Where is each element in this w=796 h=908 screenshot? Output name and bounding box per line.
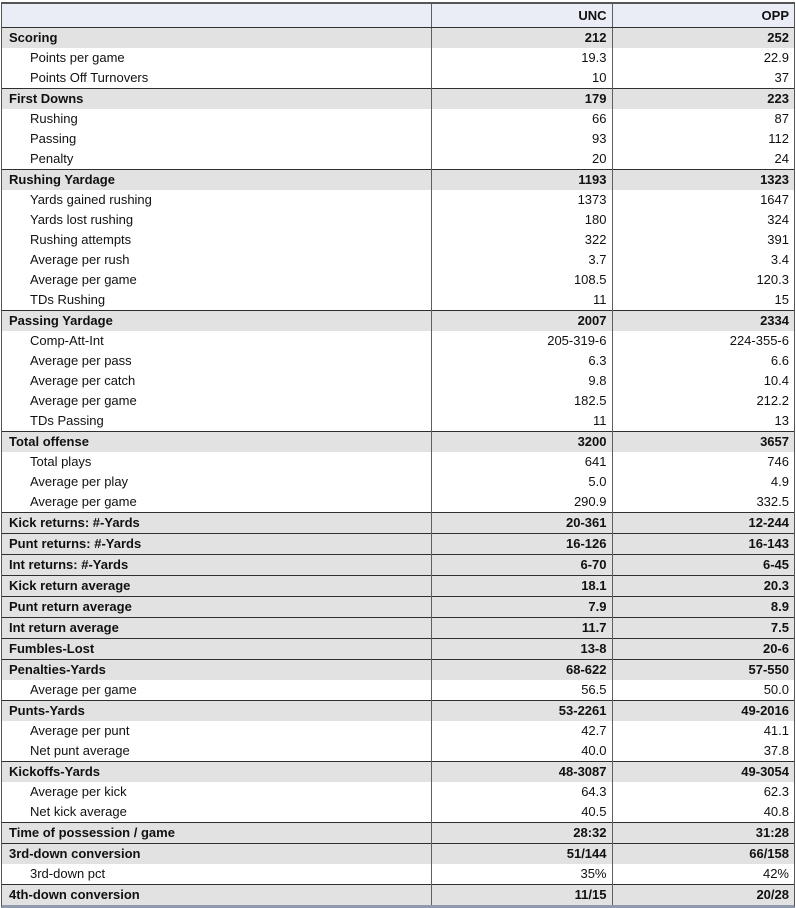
unc-value: 2007 bbox=[431, 311, 612, 332]
stat-label: Points per game bbox=[2, 48, 431, 68]
stat-label: Scoring bbox=[2, 28, 431, 49]
opp-value: 31:28 bbox=[612, 823, 794, 844]
table-row bbox=[2, 782, 794, 802]
table-row bbox=[2, 660, 794, 681]
unc-value: 10 bbox=[431, 68, 612, 89]
table-row bbox=[2, 885, 794, 906]
unc-value: 40.0 bbox=[431, 741, 612, 762]
table-row bbox=[2, 534, 794, 555]
opp-value: 324 bbox=[612, 210, 794, 230]
stat-label: Yards lost rushing bbox=[2, 210, 431, 230]
unc-value: 35% bbox=[431, 864, 612, 885]
opp-value: 20/28 bbox=[612, 885, 794, 906]
opp-value: 1323 bbox=[612, 170, 794, 191]
unc-value: 11 bbox=[431, 411, 612, 432]
stat-label: Yards gained rushing bbox=[2, 190, 431, 210]
unc-value: 11 bbox=[431, 290, 612, 311]
stat-label: Average per play bbox=[2, 472, 431, 492]
stat-label: Passing bbox=[2, 129, 431, 149]
table-row bbox=[2, 129, 794, 149]
stat-label: Average per game bbox=[2, 680, 431, 701]
unc-value: 56.5 bbox=[431, 680, 612, 701]
table-row bbox=[2, 555, 794, 576]
stat-label: Average per kick bbox=[2, 782, 431, 802]
unc-value: 16-126 bbox=[431, 534, 612, 555]
opp-value: 20-6 bbox=[612, 639, 794, 660]
stat-label: Average per catch bbox=[2, 371, 431, 391]
stat-label: TDs Rushing bbox=[2, 290, 431, 311]
table-row bbox=[2, 597, 794, 618]
opp-value: 223 bbox=[612, 89, 794, 110]
unc-value: 322 bbox=[431, 230, 612, 250]
opp-value: 16-143 bbox=[612, 534, 794, 555]
stat-label: 3rd-down pct bbox=[2, 864, 431, 885]
table-row bbox=[2, 68, 794, 89]
opp-value: 66/158 bbox=[612, 844, 794, 865]
unc-column-header: UNC bbox=[431, 4, 612, 28]
opp-value: 22.9 bbox=[612, 48, 794, 68]
opp-value: 252 bbox=[612, 28, 794, 49]
unc-value: 11.7 bbox=[431, 618, 612, 639]
stat-label: Rushing attempts bbox=[2, 230, 431, 250]
opp-value: 746 bbox=[612, 452, 794, 472]
stat-label: Total plays bbox=[2, 452, 431, 472]
stat-name-column-header bbox=[2, 4, 431, 28]
table-row bbox=[2, 250, 794, 270]
stat-label: Average per game bbox=[2, 270, 431, 290]
stat-label: Passing Yardage bbox=[2, 311, 431, 332]
opp-value: 40.8 bbox=[612, 802, 794, 823]
team-stats-table-container bbox=[1, 2, 795, 908]
opp-column-header: OPP bbox=[612, 4, 794, 28]
opp-value: 42% bbox=[612, 864, 794, 885]
stat-label: Time of possession / game bbox=[2, 823, 431, 844]
stat-label: Penalty bbox=[2, 149, 431, 170]
opp-value: 4.9 bbox=[612, 472, 794, 492]
unc-value: 20 bbox=[431, 149, 612, 170]
unc-value: 641 bbox=[431, 452, 612, 472]
table-row bbox=[2, 210, 794, 230]
unc-value: 48-3087 bbox=[431, 762, 612, 783]
opp-value: 49-3054 bbox=[612, 762, 794, 783]
stat-label: Average per game bbox=[2, 492, 431, 513]
stat-label: Punt returns: #-Yards bbox=[2, 534, 431, 555]
table-row bbox=[2, 513, 794, 534]
table-row bbox=[2, 190, 794, 210]
opp-value: 3657 bbox=[612, 432, 794, 453]
opp-value: 212.2 bbox=[612, 391, 794, 411]
unc-value: 6.3 bbox=[431, 351, 612, 371]
stats-table-body bbox=[2, 28, 794, 906]
opp-value: 50.0 bbox=[612, 680, 794, 701]
stat-label: Net kick average bbox=[2, 802, 431, 823]
team-stats-table bbox=[2, 4, 794, 905]
opp-value: 7.5 bbox=[612, 618, 794, 639]
unc-value: 53-2261 bbox=[431, 701, 612, 722]
table-row bbox=[2, 170, 794, 191]
stat-label: Punt return average bbox=[2, 597, 431, 618]
stat-label: Average per rush bbox=[2, 250, 431, 270]
opp-value: 6.6 bbox=[612, 351, 794, 371]
table-row bbox=[2, 452, 794, 472]
unc-value: 20-361 bbox=[431, 513, 612, 534]
unc-value: 1373 bbox=[431, 190, 612, 210]
table-row bbox=[2, 371, 794, 391]
stat-label: Total offense bbox=[2, 432, 431, 453]
table-row bbox=[2, 680, 794, 701]
table-row bbox=[2, 149, 794, 170]
table-row bbox=[2, 432, 794, 453]
opp-value: 37.8 bbox=[612, 741, 794, 762]
table-row bbox=[2, 311, 794, 332]
table-row bbox=[2, 576, 794, 597]
table-row bbox=[2, 48, 794, 68]
table-row bbox=[2, 230, 794, 250]
table-row bbox=[2, 270, 794, 290]
stat-label: Int returns: #-Yards bbox=[2, 555, 431, 576]
unc-value: 5.0 bbox=[431, 472, 612, 492]
table-row bbox=[2, 762, 794, 783]
unc-value: 180 bbox=[431, 210, 612, 230]
opp-value: 37 bbox=[612, 68, 794, 89]
opp-value: 87 bbox=[612, 109, 794, 129]
unc-value: 18.1 bbox=[431, 576, 612, 597]
table-row bbox=[2, 844, 794, 865]
unc-value: 6-70 bbox=[431, 555, 612, 576]
table-row bbox=[2, 351, 794, 371]
opp-value: 57-550 bbox=[612, 660, 794, 681]
opp-value: 2334 bbox=[612, 311, 794, 332]
stat-label: First Downs bbox=[2, 89, 431, 110]
stat-label: Penalties-Yards bbox=[2, 660, 431, 681]
stat-label: Rushing bbox=[2, 109, 431, 129]
unc-value: 205-319-6 bbox=[431, 331, 612, 351]
table-row bbox=[2, 802, 794, 823]
stat-label: Kick returns: #-Yards bbox=[2, 513, 431, 534]
opp-value: 41.1 bbox=[612, 721, 794, 741]
stat-label: Comp-Att-Int bbox=[2, 331, 431, 351]
opp-value: 13 bbox=[612, 411, 794, 432]
table-row bbox=[2, 701, 794, 722]
table-row bbox=[2, 492, 794, 513]
unc-value: 93 bbox=[431, 129, 612, 149]
opp-value: 12-244 bbox=[612, 513, 794, 534]
stat-label: Net punt average bbox=[2, 741, 431, 762]
opp-value: 120.3 bbox=[612, 270, 794, 290]
opp-value: 24 bbox=[612, 149, 794, 170]
table-row bbox=[2, 89, 794, 110]
unc-value: 13-8 bbox=[431, 639, 612, 660]
stat-label: Int return average bbox=[2, 618, 431, 639]
table-row bbox=[2, 741, 794, 762]
unc-value: 3200 bbox=[431, 432, 612, 453]
stat-label: Average per pass bbox=[2, 351, 431, 371]
unc-value: 179 bbox=[431, 89, 612, 110]
table-row bbox=[2, 28, 794, 49]
stat-label: Punts-Yards bbox=[2, 701, 431, 722]
stat-label: Fumbles-Lost bbox=[2, 639, 431, 660]
stat-label: 4th-down conversion bbox=[2, 885, 431, 906]
stat-label: Average per punt bbox=[2, 721, 431, 741]
stat-label: Points Off Turnovers bbox=[2, 68, 431, 89]
unc-value: 3.7 bbox=[431, 250, 612, 270]
unc-value: 66 bbox=[431, 109, 612, 129]
opp-value: 62.3 bbox=[612, 782, 794, 802]
unc-value: 28:32 bbox=[431, 823, 612, 844]
opp-value: 332.5 bbox=[612, 492, 794, 513]
table-row bbox=[2, 639, 794, 660]
opp-value: 3.4 bbox=[612, 250, 794, 270]
unc-value: 182.5 bbox=[431, 391, 612, 411]
table-row bbox=[2, 109, 794, 129]
table-row bbox=[2, 411, 794, 432]
opp-value: 6-45 bbox=[612, 555, 794, 576]
table-row bbox=[2, 864, 794, 885]
table-row bbox=[2, 618, 794, 639]
unc-value: 64.3 bbox=[431, 782, 612, 802]
unc-value: 212 bbox=[431, 28, 612, 49]
unc-value: 9.8 bbox=[431, 371, 612, 391]
opp-value: 391 bbox=[612, 230, 794, 250]
table-row bbox=[2, 331, 794, 351]
unc-value: 42.7 bbox=[431, 721, 612, 741]
opp-value: 8.9 bbox=[612, 597, 794, 618]
table-row bbox=[2, 721, 794, 741]
opp-value: 224-355-6 bbox=[612, 331, 794, 351]
table-row bbox=[2, 472, 794, 492]
unc-value: 51/144 bbox=[431, 844, 612, 865]
stat-label: TDs Passing bbox=[2, 411, 431, 432]
unc-value: 1193 bbox=[431, 170, 612, 191]
stat-label: Kickoffs-Yards bbox=[2, 762, 431, 783]
stat-label: Rushing Yardage bbox=[2, 170, 431, 191]
header-row bbox=[2, 4, 794, 28]
unc-value: 40.5 bbox=[431, 802, 612, 823]
unc-value: 290.9 bbox=[431, 492, 612, 513]
unc-value: 19.3 bbox=[431, 48, 612, 68]
table-row bbox=[2, 391, 794, 411]
opp-value: 15 bbox=[612, 290, 794, 311]
table-row bbox=[2, 290, 794, 311]
stat-label: 3rd-down conversion bbox=[2, 844, 431, 865]
unc-value: 11/15 bbox=[431, 885, 612, 906]
unc-value: 68-622 bbox=[431, 660, 612, 681]
unc-value: 7.9 bbox=[431, 597, 612, 618]
stat-label: Kick return average bbox=[2, 576, 431, 597]
opp-value: 1647 bbox=[612, 190, 794, 210]
opp-value: 112 bbox=[612, 129, 794, 149]
unc-value: 108.5 bbox=[431, 270, 612, 290]
table-row bbox=[2, 823, 794, 844]
stat-label: Average per game bbox=[2, 391, 431, 411]
opp-value: 49-2016 bbox=[612, 701, 794, 722]
opp-value: 20.3 bbox=[612, 576, 794, 597]
opp-value: 10.4 bbox=[612, 371, 794, 391]
